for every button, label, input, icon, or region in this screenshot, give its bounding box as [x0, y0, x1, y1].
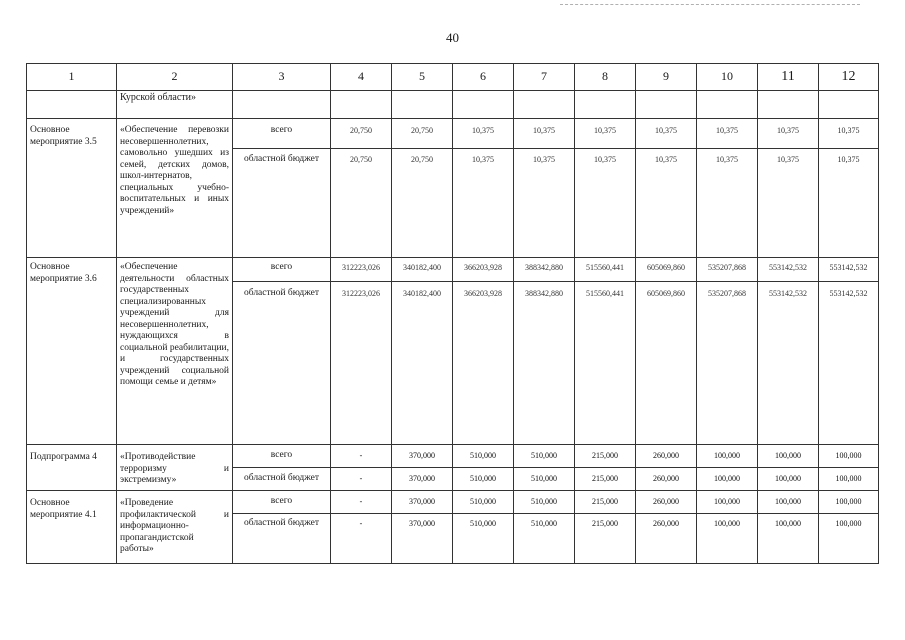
table-row [27, 258, 879, 282]
header-cell: 4 [331, 64, 392, 91]
value-cell: 10,375 [697, 149, 758, 258]
value-cell: 20,750 [331, 149, 392, 258]
program-name: Основное мероприятие 3.6 [27, 258, 117, 445]
value-cell: 340182,400 [392, 258, 453, 282]
value-cell: 510,000 [453, 445, 514, 468]
value-cell: 535207,868 [697, 282, 758, 445]
funding-source: всего [233, 119, 331, 149]
value-cell: 260,000 [636, 491, 697, 514]
program-title: «Проведение профилактической и информационно-пропагандистской работы» [117, 491, 233, 564]
program-title: «Противодействие терроризму и экстремизму» [117, 445, 233, 491]
header-cell: 2 [117, 64, 233, 91]
header-row [27, 64, 879, 91]
empty-cell [697, 91, 758, 119]
value-cell: - [331, 468, 392, 491]
empty-cell [453, 91, 514, 119]
header-cell: 1 [27, 64, 117, 91]
value-cell: 510,000 [453, 514, 514, 564]
header-cell: 6 [453, 64, 514, 91]
scan-edge-line [560, 4, 860, 5]
value-cell: 215,000 [575, 468, 636, 491]
value-cell: 10,375 [819, 149, 879, 258]
program-title: «Обеспечение перевозки несовершеннолетних, самовольно ушедших из семей, детских домов, школ-интернатов, специальных учебно-воспитательных и иных учреждений» [117, 119, 233, 258]
funding-source: областной бюджет [233, 468, 331, 491]
value-cell: 20,750 [331, 119, 392, 149]
value-cell: 312223,026 [331, 282, 392, 445]
value-cell: 100,000 [758, 514, 819, 564]
value-cell: 20,750 [392, 149, 453, 258]
value-cell: 10,375 [758, 149, 819, 258]
value-cell: 510,000 [514, 514, 575, 564]
value-cell: 553142,532 [758, 258, 819, 282]
empty-cell [331, 91, 392, 119]
empty-cell [819, 91, 879, 119]
program-name: Основное мероприятие 3.5 [27, 119, 117, 258]
funding-source: областной бюджет [233, 149, 331, 258]
funding-source: всего [233, 491, 331, 514]
value-cell: 10,375 [697, 119, 758, 149]
program-title: «Обеспечение деятельности областных государственных специализированных учреждений для несовершеннолетних, нуждающихся в социальной реабилитации, и государственных учреждений социальной помощи семье и детям» [117, 258, 233, 445]
value-cell: 605069,860 [636, 282, 697, 445]
value-cell: 260,000 [636, 445, 697, 468]
empty-cell [27, 91, 117, 119]
value-cell: - [331, 491, 392, 514]
budget-table [26, 63, 879, 564]
value-cell: 515560,441 [575, 258, 636, 282]
table-row [27, 445, 879, 468]
value-cell: 100,000 [758, 468, 819, 491]
value-cell: 215,000 [575, 445, 636, 468]
program-name: Основное мероприятие 4.1 [27, 491, 117, 564]
header-cell: 3 [233, 64, 331, 91]
value-cell: 10,375 [453, 149, 514, 258]
value-cell: 553142,532 [819, 282, 879, 445]
value-cell: 100,000 [697, 468, 758, 491]
value-cell: 535207,868 [697, 258, 758, 282]
value-cell: 100,000 [819, 491, 879, 514]
value-cell: 515560,441 [575, 282, 636, 445]
page-number: 40 [446, 30, 459, 45]
value-cell: 388342,880 [514, 282, 575, 445]
value-cell: 10,375 [514, 149, 575, 258]
value-cell: 100,000 [819, 445, 879, 468]
value-cell: 10,375 [575, 149, 636, 258]
funding-source: всего [233, 445, 331, 468]
value-cell: 370,000 [392, 491, 453, 514]
value-cell: 370,000 [392, 514, 453, 564]
value-cell: 10,375 [514, 119, 575, 149]
value-cell: 510,000 [514, 491, 575, 514]
header-cell: 8 [575, 64, 636, 91]
value-cell: 100,000 [819, 468, 879, 491]
value-cell: 366203,928 [453, 258, 514, 282]
empty-cell [392, 91, 453, 119]
value-cell: 10,375 [819, 119, 879, 149]
value-cell: - [331, 514, 392, 564]
value-cell: 553142,532 [819, 258, 879, 282]
header-cell: 5 [392, 64, 453, 91]
empty-cell [636, 91, 697, 119]
value-cell: 340182,400 [392, 282, 453, 445]
value-cell: 388342,880 [514, 258, 575, 282]
value-cell: 100,000 [697, 514, 758, 564]
empty-cell [758, 91, 819, 119]
program-name: Подпрограмма 4 [27, 445, 117, 491]
value-cell: 100,000 [758, 491, 819, 514]
table-row [27, 491, 879, 514]
value-cell: 10,375 [575, 119, 636, 149]
value-cell: 100,000 [697, 445, 758, 468]
value-cell: 366203,928 [453, 282, 514, 445]
value-cell: 510,000 [453, 468, 514, 491]
value-cell: 10,375 [636, 149, 697, 258]
continuation-row [27, 91, 879, 119]
funding-source: областной бюджет [233, 282, 331, 445]
value-cell: 215,000 [575, 491, 636, 514]
value-cell: 260,000 [636, 468, 697, 491]
value-cell: 312223,026 [331, 258, 392, 282]
value-cell: 100,000 [758, 445, 819, 468]
header-cell: 7 [514, 64, 575, 91]
funding-source: областной бюджет [233, 514, 331, 564]
table-row [27, 119, 879, 149]
header-cell: 12 [819, 64, 879, 91]
value-cell: 510,000 [514, 468, 575, 491]
header-cell: 10 [697, 64, 758, 91]
value-cell: 10,375 [758, 119, 819, 149]
value-cell: 10,375 [453, 119, 514, 149]
value-cell: 260,000 [636, 514, 697, 564]
value-cell: 100,000 [697, 491, 758, 514]
value-cell: 215,000 [575, 514, 636, 564]
header-cell: 9 [636, 64, 697, 91]
value-cell: 510,000 [453, 491, 514, 514]
value-cell: - [331, 445, 392, 468]
empty-cell [514, 91, 575, 119]
header-cell: 11 [758, 64, 819, 91]
funding-source: всего [233, 258, 331, 282]
value-cell: 370,000 [392, 468, 453, 491]
empty-cell [575, 91, 636, 119]
value-cell: 100,000 [819, 514, 879, 564]
empty-cell [233, 91, 331, 119]
value-cell: 20,750 [392, 119, 453, 149]
value-cell: 510,000 [514, 445, 575, 468]
value-cell: 370,000 [392, 445, 453, 468]
value-cell: 553142,532 [758, 282, 819, 445]
continuation-title: Курской области» [117, 91, 233, 119]
value-cell: 10,375 [636, 119, 697, 149]
value-cell: 605069,860 [636, 258, 697, 282]
